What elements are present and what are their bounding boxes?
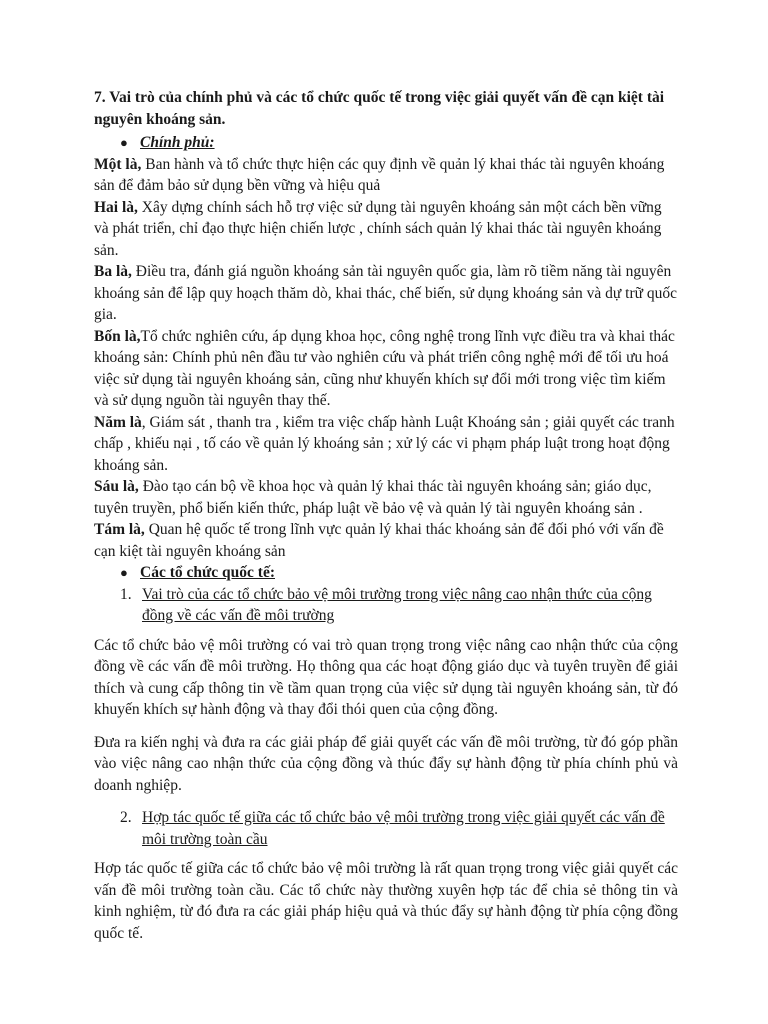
government-heading-text: Chính phủ:: [140, 134, 215, 151]
intl-heading: [94, 562, 678, 584]
item-lead: Bốn là,: [94, 327, 141, 345]
government-item-6: [94, 476, 678, 519]
bullet-icon: ●: [120, 135, 128, 150]
government-item-3: [94, 261, 678, 326]
intl-heading-text: Các tổ chức quốc tế:: [140, 564, 275, 581]
item-text: Đào tạo cán bộ về khoa học và quản lý khai thác tài nguyên khoáng sản; giáo dục, tuyên truyền, phổ biến kiến thức, pháp luật về bảo vệ và quản lý tài nguyên khoáng sản .: [94, 478, 652, 517]
item-lead: Ba là,: [94, 263, 132, 280]
item-text: Xây dựng chính sách hỗ trợ việc sử dụng tài nguyên khoáng sản một cách bền vững và phát triển, chỉ đạo thực hiện chiến lược , chính sách quản lý khai thác tài nguyên khoáng sản.: [94, 198, 662, 259]
section-heading-text: Vai trò của các tổ chức bảo vệ môi trường trong việc nâng cao nhận thức của cộng đồng về các vấn đề môi trường: [142, 585, 652, 624]
item-text: Tổ chức nghiên cứu, áp dụng khoa học, công nghệ trong lĩnh vực điều tra và khai thác khoáng sản: Chính phủ nên đầu tư vào nghiên cứu và phát triển công nghệ mới để tối ưu hoá việc sử dụng tài nguyên khoáng sản, cũng như khuyến khích sự đổi mới trong việc tìm kiếm và sử dụng nguồn tài nguyên thay thế.: [94, 327, 675, 409]
item-text: Ban hành và tổ chức thực hiện các quy định về quản lý khai thác tài nguyên khoáng sản để đảm bảo sử dụng bền vững và hiệu quả: [94, 155, 665, 194]
section-number: 1.: [120, 585, 132, 603]
item-lead: Hai là,: [94, 198, 138, 216]
government-item-5: [94, 412, 678, 477]
item-text: Điều tra, đánh giá nguồn khoáng sản tài nguyên quốc gia, làm rõ tiềm năng tài nguyên khoáng sản để lập quy hoạch thăm dò, khai thác, chế biến, sử dụng khoáng sản và dự trữ quốc gia.: [94, 263, 678, 323]
section-heading-text: Hợp tác quốc tế giữa các tổ chức bảo vệ môi trường trong việc giải quyết các vấn đề môi trường toàn cầu: [142, 809, 665, 848]
intl-section-1-paragraph-2: Đưa ra kiến nghị và đưa ra các giải pháp để giải quyết các vấn đề môi trường, từ đó góp phần vào việc nâng cao nhận thức của cộng đồng và thúc đẩy sự hành động từ phía chính phủ và doanh nghiệp.: [94, 733, 678, 794]
document-page: [94, 87, 678, 944]
item-lead: Năm là: [94, 413, 142, 431]
item-text: Quan hệ quốc tế trong lĩnh vực quản lý khai thác khoáng sản để đối phó với vấn đề cạn kiệt tài nguyên khoáng sản: [94, 521, 664, 560]
item-lead: Tám là,: [94, 521, 145, 538]
item-lead: Một là,: [94, 155, 142, 173]
intl-section-1-paragraph-1: Các tổ chức bảo vệ môi trường có vai trò quan trọng trong việc nâng cao nhận thức của cộng đồng về các vấn đề môi trường. Họ thông qua các hoạt động giáo dục và tuyên truyền để giải thích và cung cấp thông tin về tầm quan trọng của việc sử dụng tài nguyên khoáng sản, từ đó khuyến khích sự hành động và thay đổi thói quen của cộng đồng.: [94, 636, 678, 718]
government-heading: [94, 132, 678, 154]
government-item-2: [94, 197, 678, 262]
bullet-icon: ●: [120, 565, 128, 580]
section-title: 7. Vai trò của chính phủ và các tổ chức quốc tế trong việc giải quyết vấn đề cạn kiệt tài nguyên khoáng sản.: [94, 89, 665, 128]
government-item-7: [94, 519, 678, 562]
intl-section-2-paragraph-1: Hợp tác quốc tế giữa các tổ chức bảo vệ môi trường là rất quan trọng trong việc giải quyết các vấn đề môi trường toàn cầu. Các tổ chức này thường xuyên hợp tác để chia sẻ thông tin và kinh nghiệm, từ đó đưa ra các giải pháp hiệu quả và thúc đẩy sự hành động từ phía cộng đồng quốc tế.: [94, 860, 678, 942]
section-number: 2.: [120, 809, 132, 826]
intl-section-2-heading: [94, 807, 678, 850]
government-item-1: [94, 154, 678, 197]
intl-section-1-heading: [94, 584, 678, 627]
item-text: , Giám sát , thanh tra , kiểm tra việc chấp hành Luật Khoáng sản ; giải quyết các tranh chấp , khiếu nại , tố cáo về quản lý khoáng sản ; xử lý các vi phạm pháp luật trong hoạt động khoáng sản.: [94, 413, 675, 474]
item-lead: Sáu là,: [94, 478, 139, 495]
government-item-4: [94, 326, 678, 412]
